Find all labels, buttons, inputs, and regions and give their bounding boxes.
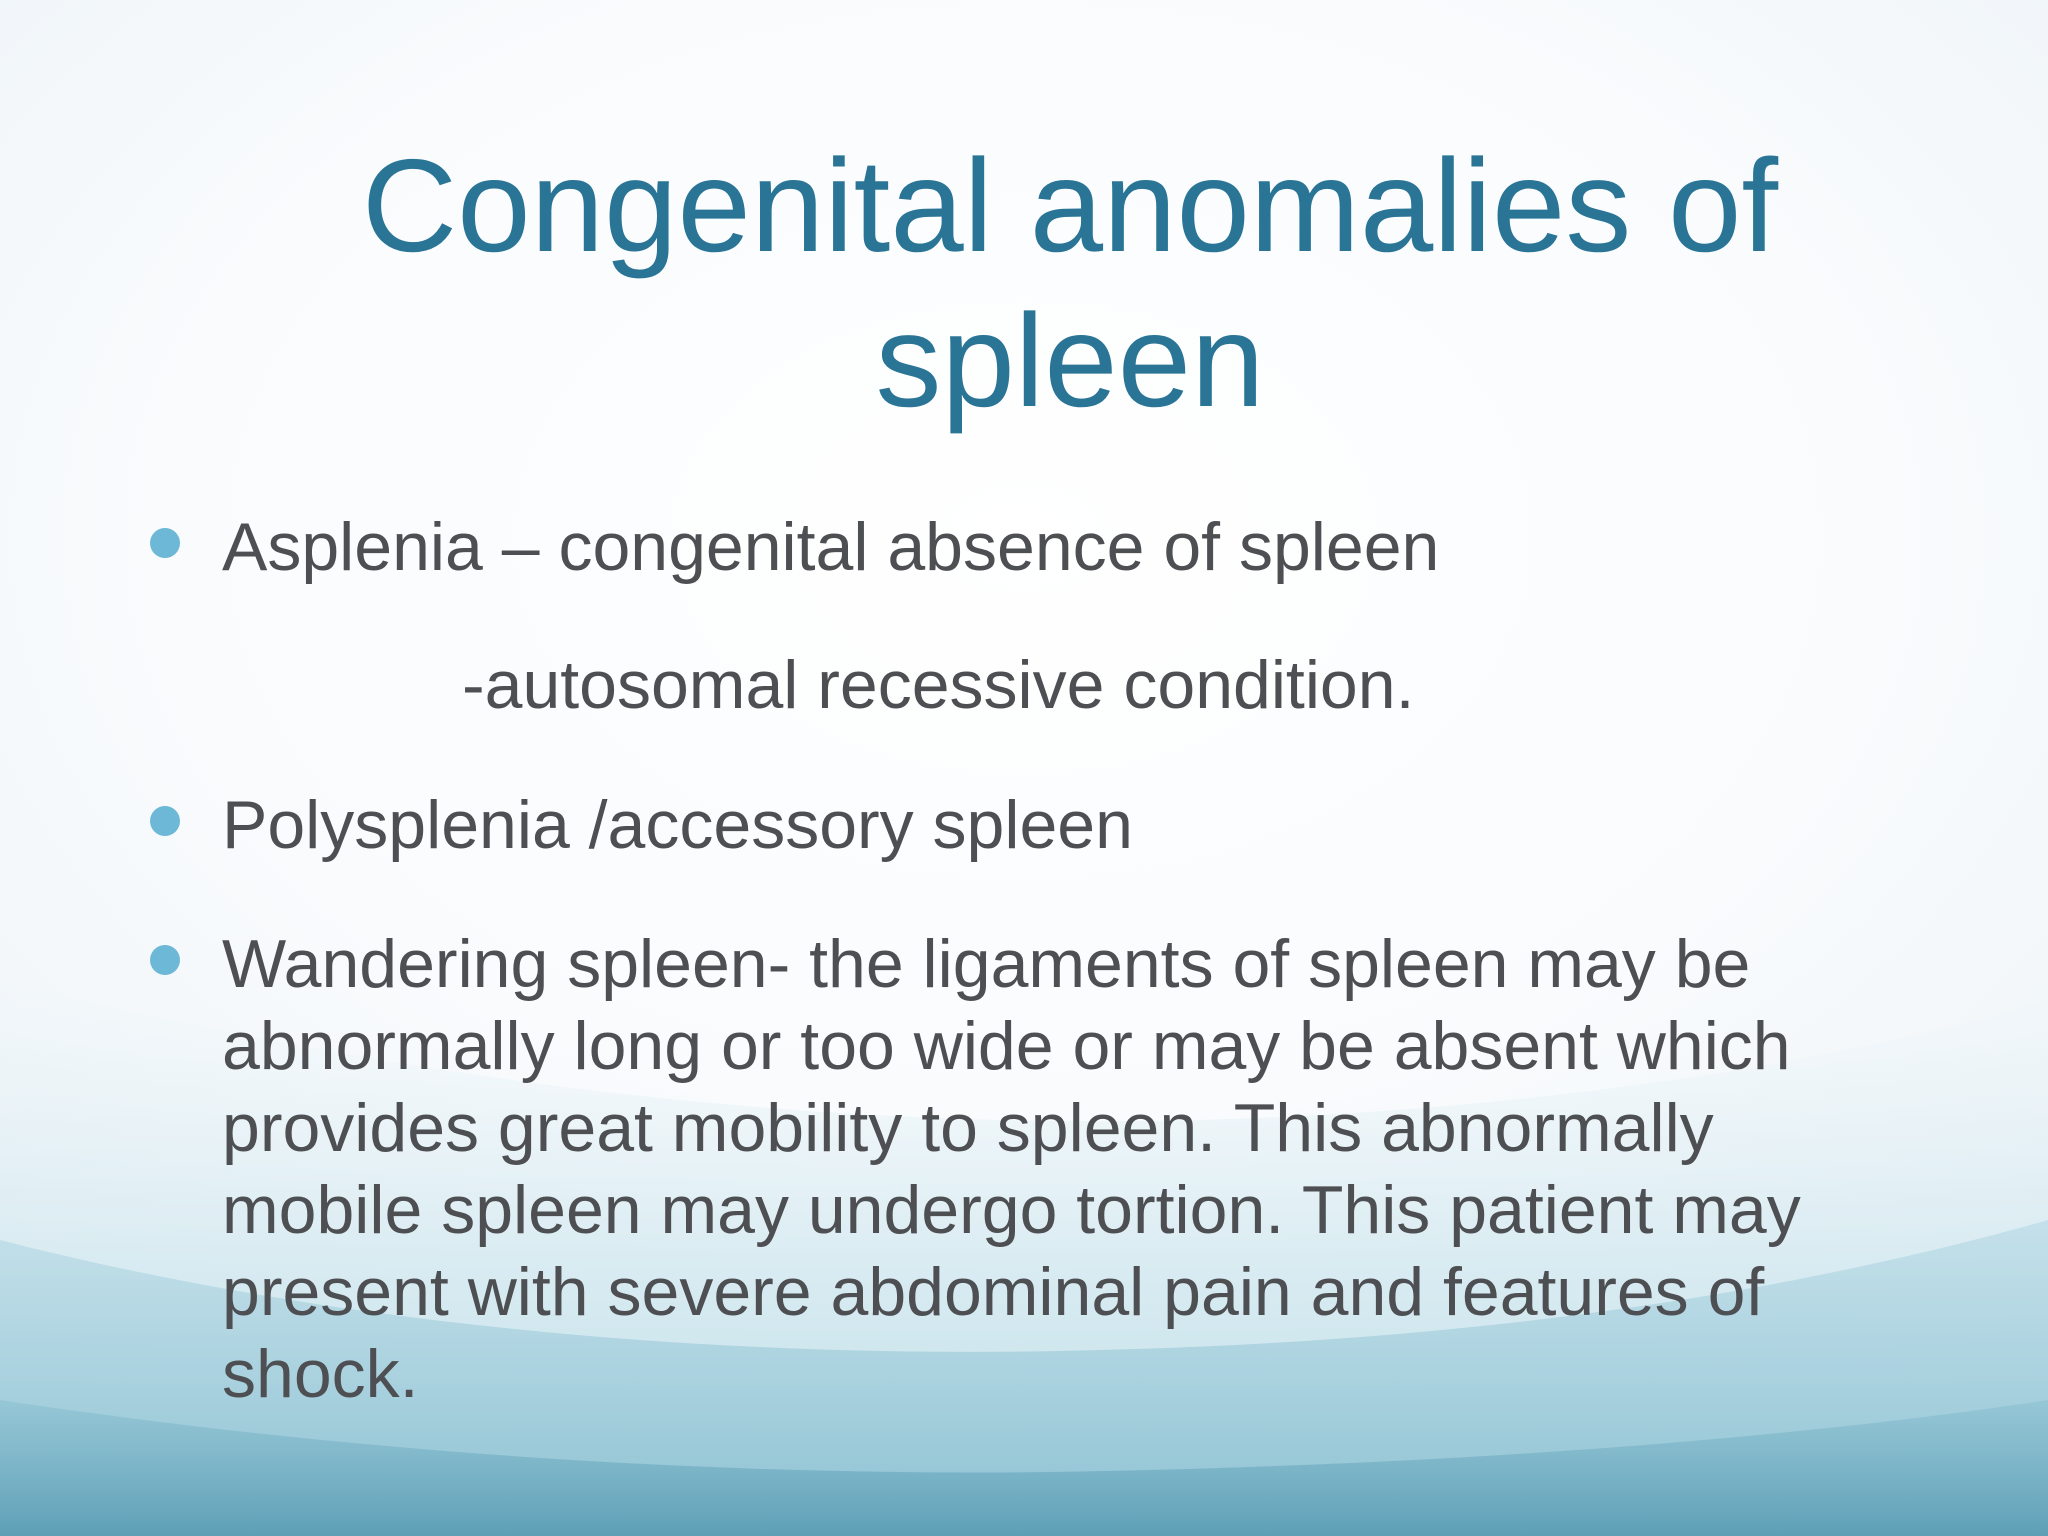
list-item-asplenia: Asplenia – congenital absence of spleen (222, 509, 1440, 585)
list-item-wandering-spleen: Wandering spleen- the ligaments of spleen may be abnormally long or too wide or may be absent which provides great mobility to spleen. This abnormally mobile spleen may undergo tortion. This patient may present with severe abdominal pain and features of shock. (222, 926, 1801, 1412)
bullet-dot-icon (150, 806, 180, 836)
bullet-dot-icon (150, 945, 180, 975)
list-item-asplenia-subnote: -autosomal recessive condition. (462, 647, 1415, 723)
list-item-polysplenia: Polysplenia /accessory spleen (222, 787, 1133, 863)
slide-title: Congenital anomalies of spleen (361, 132, 1779, 434)
bullet-dot-icon (150, 528, 180, 558)
